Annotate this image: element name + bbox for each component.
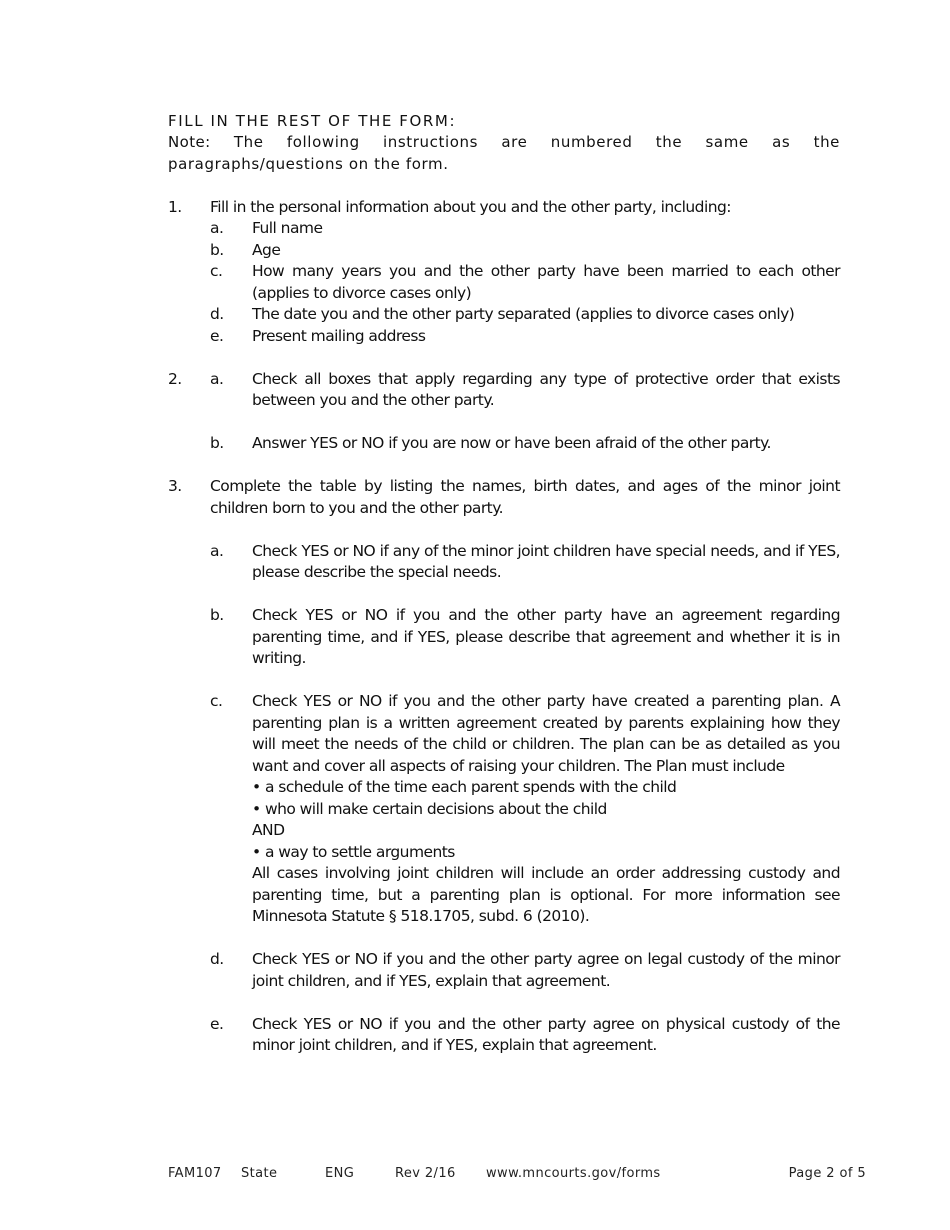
closing-text: All cases involving joint children will include an order addressing custody and parenting time, but a parenting plan is optional. For more information see Minnesota Statute § 518.1705, subd. 6 (2010). bbox=[252, 864, 840, 925]
item-3 bbox=[168, 476, 840, 519]
instructions-page bbox=[168, 110, 840, 1057]
spacer bbox=[168, 412, 840, 434]
spacer bbox=[168, 519, 840, 541]
item-1-sublist bbox=[168, 218, 840, 347]
footer-revision: Rev 2/16 bbox=[395, 1166, 456, 1181]
bullet-item: • a schedule of the time each parent spends with the child bbox=[252, 778, 677, 796]
sub-letter: d. bbox=[210, 950, 224, 968]
sub-text: Check YES or NO if you and the other party agree on legal custody of the minor joint children, and if YES, explain that agreement. bbox=[252, 950, 840, 990]
footer-language: ENG bbox=[325, 1166, 355, 1181]
spacer bbox=[168, 584, 840, 606]
list-item bbox=[210, 326, 840, 348]
sub-text: Check YES or NO if any of the minor joint children have special needs, and if YES, please describe the special needs. bbox=[252, 541, 840, 581]
sub-letter: c. bbox=[210, 692, 223, 710]
form-code: FAM107 bbox=[168, 1166, 222, 1181]
sub-letter: c. bbox=[210, 262, 223, 280]
item-3e bbox=[168, 1014, 840, 1057]
list-item bbox=[210, 304, 840, 326]
item-3b bbox=[168, 605, 840, 670]
sub-letter: b. bbox=[210, 240, 224, 259]
spacer bbox=[168, 670, 840, 692]
sub-letter: e. bbox=[210, 326, 224, 345]
spacer bbox=[168, 992, 840, 1014]
sub-text: Present mailing address bbox=[252, 326, 426, 345]
page-number: Page 2 of 5 bbox=[788, 1166, 866, 1181]
bullet-item: • a way to settle arguments bbox=[252, 842, 455, 861]
and-connector: AND bbox=[252, 821, 285, 839]
sub-text: How many years you and the other party have been married to each other (applies to divorce cases only) bbox=[252, 262, 840, 302]
sub-letter: e. bbox=[210, 1014, 224, 1033]
sub-letter: d. bbox=[210, 305, 224, 323]
sub-text: Age bbox=[252, 240, 281, 259]
item-number: 1. bbox=[168, 197, 182, 216]
sub-block bbox=[252, 691, 840, 928]
note-paragraph bbox=[168, 132, 840, 175]
sub-letter: b. bbox=[210, 606, 224, 624]
sub-text: Check YES or NO if you and the other party agree on physical custody of the minor joint children, and if YES, explain that agreement. bbox=[252, 1014, 840, 1054]
item-1 bbox=[168, 197, 840, 219]
bullet-item: • who will make certain decisions about the child bbox=[252, 799, 607, 818]
sub-letter: a. bbox=[210, 369, 224, 388]
item-text: Complete the table by listing the names, birth dates, and ages of the minor joint children born to you and the other party. bbox=[210, 477, 840, 517]
sub-text: The date you and the other party separated (applies to divorce cases only) bbox=[252, 305, 795, 323]
list-item bbox=[210, 218, 840, 240]
item-3a bbox=[168, 541, 840, 584]
sub-letter: a. bbox=[210, 219, 224, 237]
item-number: 3. bbox=[168, 477, 182, 495]
item-3d bbox=[168, 949, 840, 992]
list-item bbox=[210, 240, 840, 262]
sub-text: Check YES or NO if you and the other party have an agreement regarding parenting time, and if YES, please describe that agreement and whether it is in writing. bbox=[252, 606, 840, 667]
spacer bbox=[168, 347, 840, 369]
spacer bbox=[168, 455, 840, 477]
note-label: Note: bbox=[168, 133, 211, 151]
item-text: Fill in the personal information about you and the other party, including: bbox=[210, 197, 731, 216]
section-heading: FILL IN THE REST OF THE FORM: bbox=[168, 112, 457, 130]
spacer bbox=[168, 175, 840, 197]
sub-letter: a. bbox=[210, 541, 224, 560]
note-text: The following instructions are numbered the same as the paragraphs/questions on the form. bbox=[168, 133, 840, 173]
sub-letter: b. bbox=[210, 434, 224, 452]
sub-text: Check YES or NO if you and the other party have created a parenting plan. A parenting plan is a written agreement created by parents explaining how they will meet the needs of the child or children. The plan can be as detailed as you want and cover all aspects of raising your children. The Plan must include bbox=[252, 692, 840, 775]
sub-text: Check all boxes that apply regarding any type of protective order that exists between you and the other party. bbox=[252, 369, 840, 409]
sub-text: Full name bbox=[252, 219, 323, 237]
item-2 bbox=[168, 369, 840, 412]
footer-state: State bbox=[241, 1166, 278, 1181]
sub-text: Answer YES or NO if you are now or have been afraid of the other party. bbox=[252, 434, 771, 452]
item-number: 2. bbox=[168, 369, 182, 388]
spacer bbox=[168, 928, 840, 950]
list-item bbox=[210, 261, 840, 304]
item-2b bbox=[168, 433, 840, 455]
footer-url: www.mncourts.gov/forms bbox=[486, 1166, 661, 1181]
item-3c bbox=[168, 691, 840, 928]
